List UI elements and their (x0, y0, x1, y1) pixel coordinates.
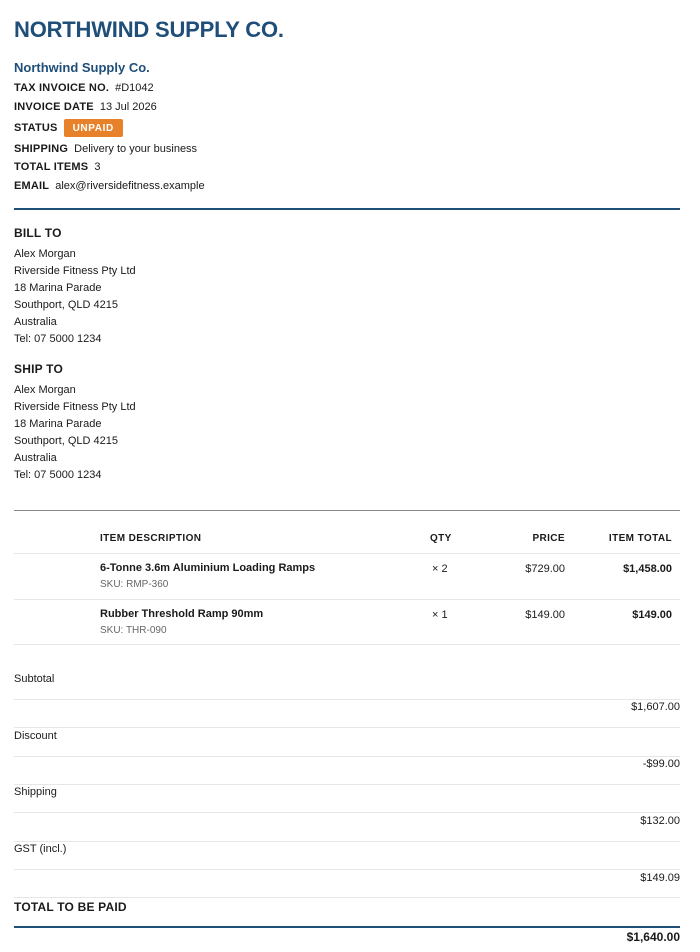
shipping-method: Delivery to your business (74, 143, 198, 155)
bill-to-line: Tel: 07 5000 1234 (14, 333, 102, 345)
item-qty: × 2 (432, 563, 448, 575)
header-item-description: ITEM DESCRIPTION (100, 533, 202, 544)
summary-divider (14, 756, 680, 757)
item-name: 6-Tonne 3.6m Aluminium Loading Ramps (100, 562, 316, 574)
bill-to-line: 18 Marina Parade (14, 282, 102, 294)
invoice-number-label: TAX INVOICE NO. (14, 82, 110, 94)
summary-divider (14, 699, 680, 700)
bill-to-line: Southport, QLD 4215 (14, 299, 118, 311)
shipping-cost-label: Shipping (14, 786, 57, 798)
item-total: $1,458.00 (623, 563, 672, 575)
header-divider (14, 208, 680, 210)
invoice-date-label: INVOICE DATE (14, 101, 94, 113)
address-divider (14, 510, 680, 511)
total-items-row (14, 161, 100, 173)
subtotal-value: $1,607.00 (631, 701, 680, 713)
table-row-divider (14, 644, 680, 645)
header-item-total: ITEM TOTAL (608, 533, 672, 544)
email-row (14, 180, 205, 192)
ship-to-heading: SHIP TO (14, 362, 63, 376)
summary-divider (14, 841, 680, 842)
status-label: STATUS (14, 122, 58, 134)
invoice-date-row (14, 101, 157, 113)
status-badge: UNPAID (64, 119, 123, 137)
ship-to-line: 18 Marina Parade (14, 418, 102, 430)
gst-value: $149.09 (640, 872, 680, 884)
shipping-method-row (14, 143, 197, 155)
bill-to-line: Alex Morgan (14, 248, 76, 260)
ship-to-line: Southport, QLD 4215 (14, 435, 118, 447)
grand-total-value: $1,640.00 (626, 930, 680, 944)
bill-to-line: Australia (14, 316, 57, 328)
summary-divider (14, 812, 680, 813)
table-row-divider (14, 599, 680, 600)
item-qty: × 1 (432, 609, 448, 621)
header-price: PRICE (532, 533, 565, 544)
summary-divider (14, 727, 680, 728)
shipping-cost-value: $132.00 (640, 815, 680, 827)
subtotal-label: Subtotal (14, 673, 55, 685)
table-header-divider (14, 553, 680, 554)
item-sku: SKU: RMP-360 (100, 579, 169, 590)
discount-value: -$99.00 (642, 758, 680, 770)
ship-to-line: Alex Morgan (14, 384, 76, 396)
ship-to-line: Tel: 07 5000 1234 (14, 469, 102, 481)
bill-to-heading: BILL TO (14, 226, 62, 240)
grand-total-divider (14, 926, 680, 928)
item-total: $149.00 (632, 609, 672, 621)
gst-label: GST (incl.) (14, 843, 67, 855)
ship-to-line: Australia (14, 452, 57, 464)
shipping-method-label: SHIPPING (14, 143, 69, 155)
company-name: Northwind Supply Co. (14, 60, 150, 75)
item-price: $729.00 (525, 563, 565, 575)
summary-divider (14, 784, 680, 785)
invoice-number: #D1042 (115, 82, 154, 94)
invoice-number-row (14, 82, 154, 94)
status-row (14, 119, 123, 137)
item-name: Rubber Threshold Ramp 90mm (100, 608, 264, 620)
summary-divider (14, 869, 680, 870)
summary-divider (14, 897, 680, 898)
email: alex@riversidefitness.example (55, 180, 205, 192)
total-items-label: TOTAL ITEMS (14, 161, 89, 173)
grand-total-label: TOTAL TO BE PAID (14, 900, 127, 914)
item-sku: SKU: THR-090 (100, 625, 167, 636)
bill-to-line: Riverside Fitness Pty Ltd (14, 265, 136, 277)
discount-label: Discount (14, 730, 57, 742)
total-items: 3 (94, 161, 101, 173)
brand-title: NORTHWIND SUPPLY CO. (14, 17, 284, 42)
ship-to-line: Riverside Fitness Pty Ltd (14, 401, 136, 413)
item-price: $149.00 (525, 609, 565, 621)
header-qty: QTY (430, 533, 452, 544)
email-label: EMAIL (14, 180, 50, 192)
invoice-date: 13 Jul 2026 (99, 101, 157, 113)
